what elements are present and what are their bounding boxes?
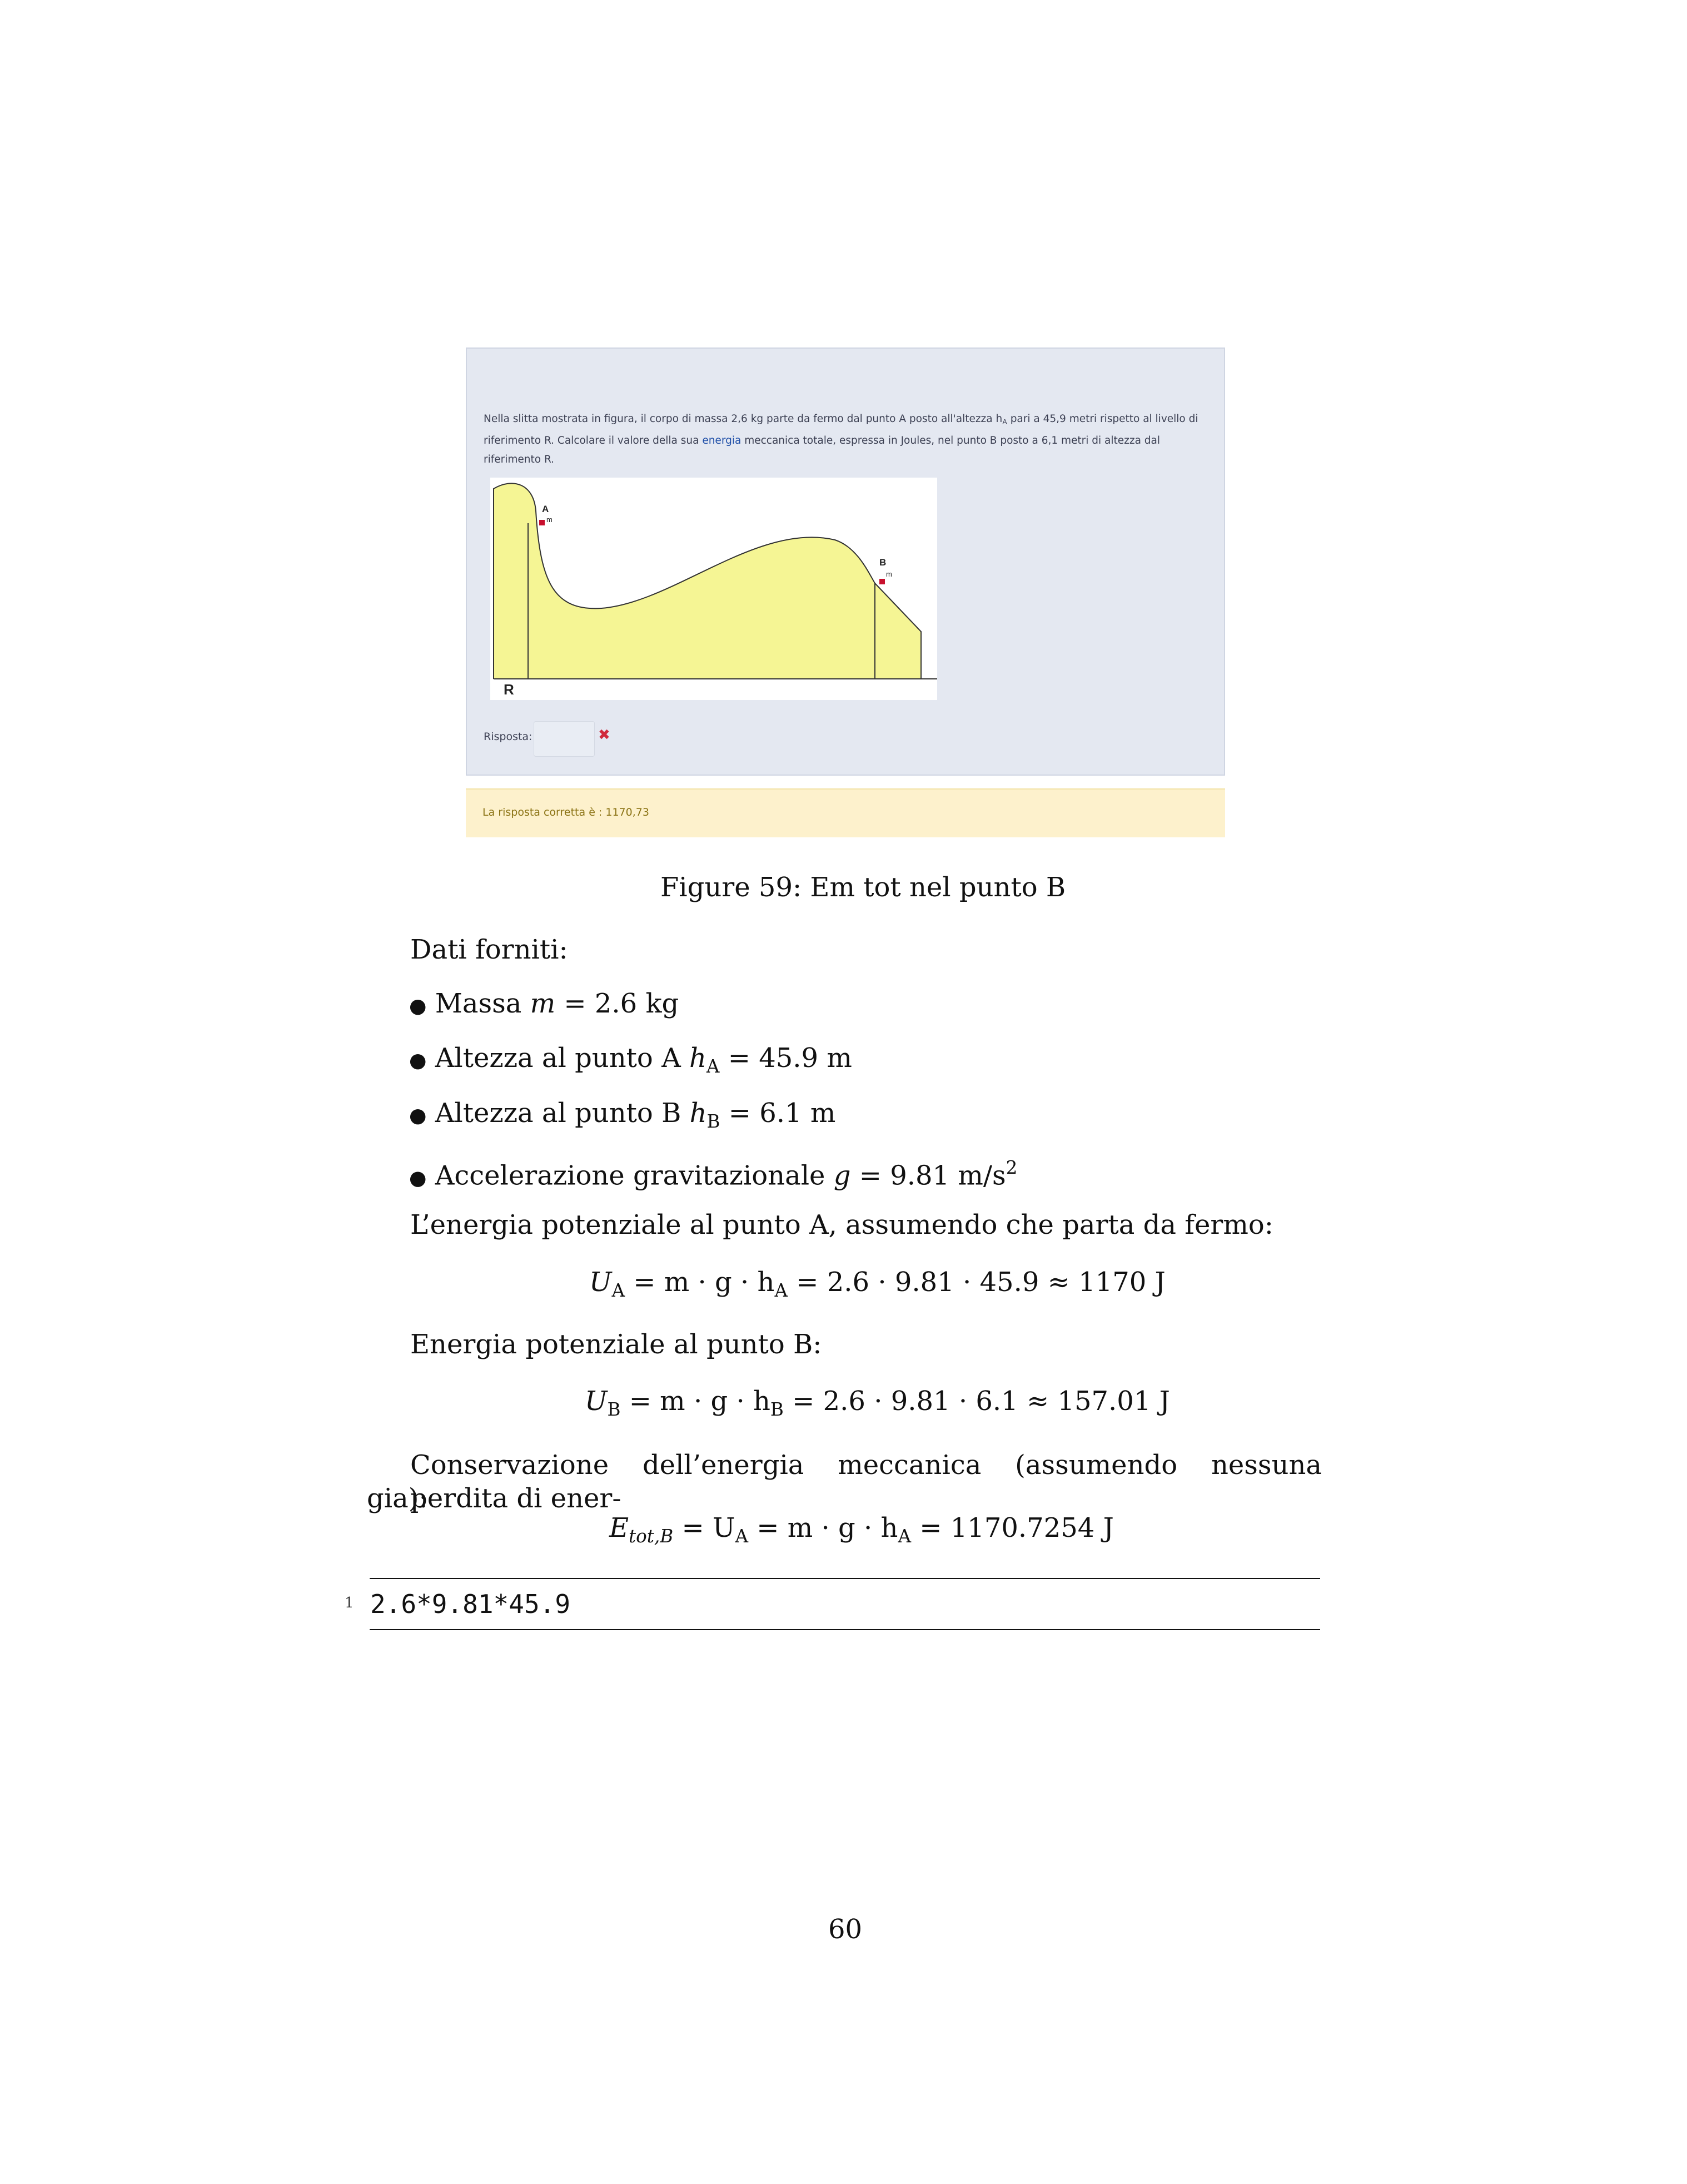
code-rule-bottom	[370, 1629, 1320, 1630]
code-rule-top	[370, 1578, 1320, 1579]
intro-text: Dati forniti:	[410, 934, 568, 965]
equation-b: $U_B = m \cdot g \cdot h_B = 2.6 \cdot 9.81 \cdot 6.1 \approx 157.01$ J	[585, 1386, 1170, 1420]
paragraph-b: Energia potenziale al punto B:	[410, 1329, 822, 1360]
label-b: B	[879, 557, 887, 568]
bullet-item: ● Altezza al punto B $h_B = 6.1$ m	[409, 1098, 836, 1132]
question-text: Nella slitta mostrata in figura, il corpo di massa 2,6 kg parte da fermo dal punto A posto all'altezza $h_A$ pari a 45,9 metri rispetto al livello di riferimento R. Calcolare il valore della sua energia meccanica totale, espressa in Joules, nel punto B posto a 6,1 metri di altezza dal riferimento R.	[484, 413, 1198, 465]
equation-c: $E_{tot,B} = U_A = m \cdot g \cdot h_A = 1170.7254$ J	[609, 1512, 1114, 1547]
equation-a: $U_A = m \cdot g \cdot h_A = 2.6 \cdot 9.81 \cdot 45.9 \approx 1170$ J	[589, 1267, 1166, 1301]
bullet-dot: ●	[409, 995, 427, 1017]
energia-link[interactable]: energia	[702, 434, 742, 446]
label-r: R	[504, 681, 514, 698]
body-a	[539, 520, 545, 525]
answer-label: Risposta:	[484, 731, 533, 743]
body-b	[879, 579, 885, 584]
bullet-dot: ●	[409, 1104, 427, 1127]
code-listing: 2.6*9.81*45.9	[370, 1589, 571, 1619]
answer-input[interactable]	[534, 721, 595, 757]
paragraph-a: L’energia potenziale al punto A, assumendo che parta da fermo:	[410, 1209, 1273, 1240]
bullet-item: ● Accelerazione gravitazionale g = 9.81 $m/s^2$	[409, 1157, 1018, 1192]
track-diagram	[490, 478, 937, 700]
feedback-box	[466, 788, 1225, 837]
bullet-dot: ●	[409, 1049, 427, 1072]
bullet-item: ● Altezza al punto A $h_A = 45.9$ m	[409, 1043, 852, 1077]
page-number: 60	[828, 1914, 863, 1945]
slide-track-figure	[490, 478, 937, 700]
label-a: A	[542, 504, 549, 514]
track-shape	[494, 483, 921, 679]
bullet-dot: ●	[409, 1167, 427, 1190]
figure-caption: Figure 59: Em tot nel punto B	[660, 872, 1066, 903]
quiz-screenshot	[466, 348, 1225, 776]
code-line-number: 1	[345, 1595, 354, 1611]
label-m-a: m	[546, 515, 553, 524]
paragraph-c-continued: gia):	[367, 1483, 428, 1514]
bullet-item: ● Massa m = 2.6 kg	[409, 988, 679, 1019]
wrong-answer-icon: ✖	[598, 727, 610, 743]
paragraph-c: Conservazione dell’energia meccanica (assumendo nessuna perdita di ener-	[410, 1450, 1322, 1514]
label-m-b: m	[886, 570, 892, 578]
correct-answer-text: La risposta corretta è : 1170,73	[482, 806, 649, 818]
